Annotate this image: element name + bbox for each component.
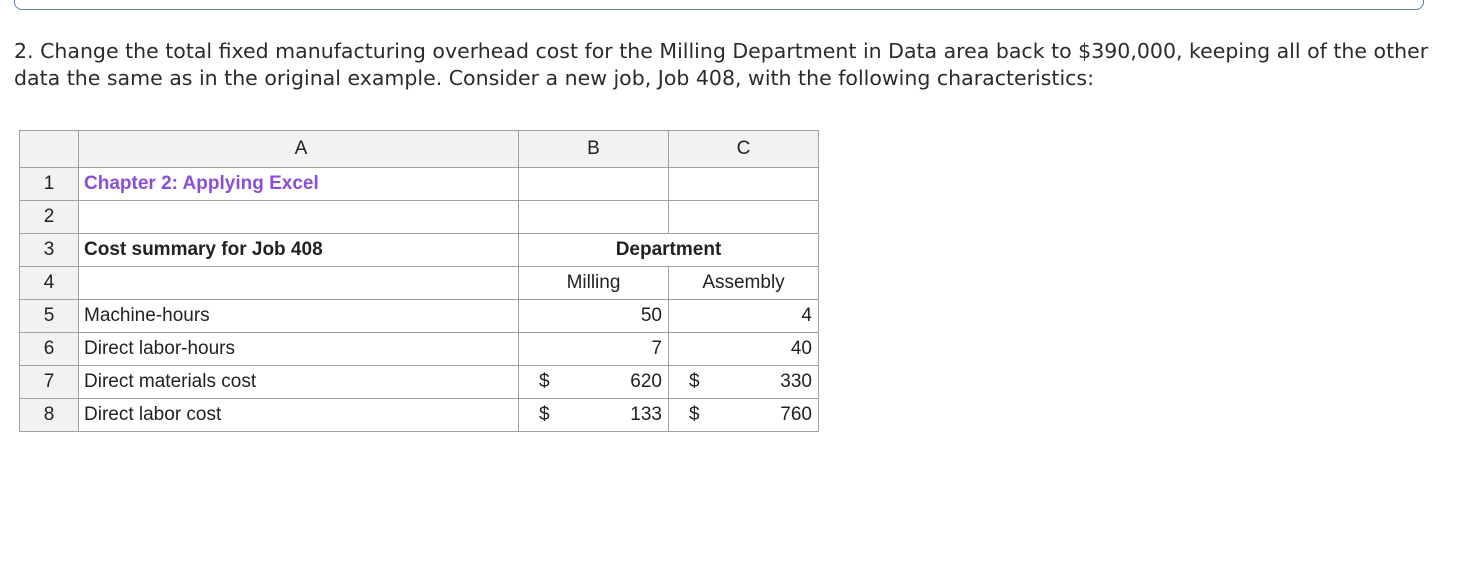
currency-symbol: $ <box>689 404 700 425</box>
row-label: Direct labor-hours <box>79 333 519 366</box>
corner-cell <box>20 131 79 168</box>
currency-symbol: $ <box>539 371 550 392</box>
answer-box <box>14 0 1424 10</box>
currency-symbol: $ <box>539 404 550 425</box>
row-label: Direct materials cost <box>79 366 519 399</box>
assembly-value-cell <box>669 300 819 333</box>
spreadsheet <box>19 130 819 432</box>
table-row <box>20 300 819 333</box>
milling-value: 7 <box>651 338 662 359</box>
milling-value-cell <box>519 333 669 366</box>
row-number: 7 <box>20 366 79 399</box>
column-header-b: B <box>519 131 669 168</box>
table-row <box>20 168 819 201</box>
table-row <box>20 267 819 300</box>
cell-b2 <box>519 201 669 234</box>
cell-c1 <box>669 168 819 201</box>
sheet-title: Chapter 2: Applying Excel <box>79 168 519 201</box>
assembly-value: 4 <box>801 305 812 326</box>
column-header-c: C <box>669 131 819 168</box>
assembly-value: 330 <box>780 371 812 392</box>
department-header: Department <box>519 234 819 267</box>
row-number: 8 <box>20 399 79 432</box>
assembly-value-cell <box>669 366 819 399</box>
row-number: 4 <box>20 267 79 300</box>
column-header-row <box>20 131 819 168</box>
milling-value: 133 <box>630 404 662 425</box>
table-row <box>20 234 819 267</box>
row-number: 6 <box>20 333 79 366</box>
table-row <box>20 366 819 399</box>
cell-b1 <box>519 168 669 201</box>
cost-summary-label: Cost summary for Job 408 <box>79 234 519 267</box>
cell-c2 <box>669 201 819 234</box>
milling-value-cell <box>519 300 669 333</box>
row-label: Direct labor cost <box>79 399 519 432</box>
assembly-value: 760 <box>780 404 812 425</box>
assembly-value: 40 <box>790 338 812 359</box>
milling-value: 620 <box>630 371 662 392</box>
row-number: 3 <box>20 234 79 267</box>
table-row <box>20 399 819 432</box>
assembly-header: Assembly <box>669 267 819 300</box>
question-text: 2. Change the total fixed manufacturing overhead cost for the Milling Department in Data area back to $390,000, keeping all of the other data the same as in the original example. Consider a new job, Job 408, with the following characteristics: <box>14 39 1429 90</box>
cell-a2 <box>79 201 519 234</box>
milling-value-cell <box>519 399 669 432</box>
currency-symbol: $ <box>689 371 700 392</box>
milling-value: 50 <box>640 305 662 326</box>
milling-header: Milling <box>519 267 669 300</box>
row-number: 5 <box>20 300 79 333</box>
row-number: 2 <box>20 201 79 234</box>
milling-value-cell <box>519 366 669 399</box>
cell-a4 <box>79 267 519 300</box>
assembly-value-cell <box>669 333 819 366</box>
row-number: 1 <box>20 168 79 201</box>
column-header-a: A <box>79 131 519 168</box>
row-label: Machine-hours <box>79 300 519 333</box>
table-row <box>20 333 819 366</box>
table-row <box>20 201 819 234</box>
assembly-value-cell <box>669 399 819 432</box>
